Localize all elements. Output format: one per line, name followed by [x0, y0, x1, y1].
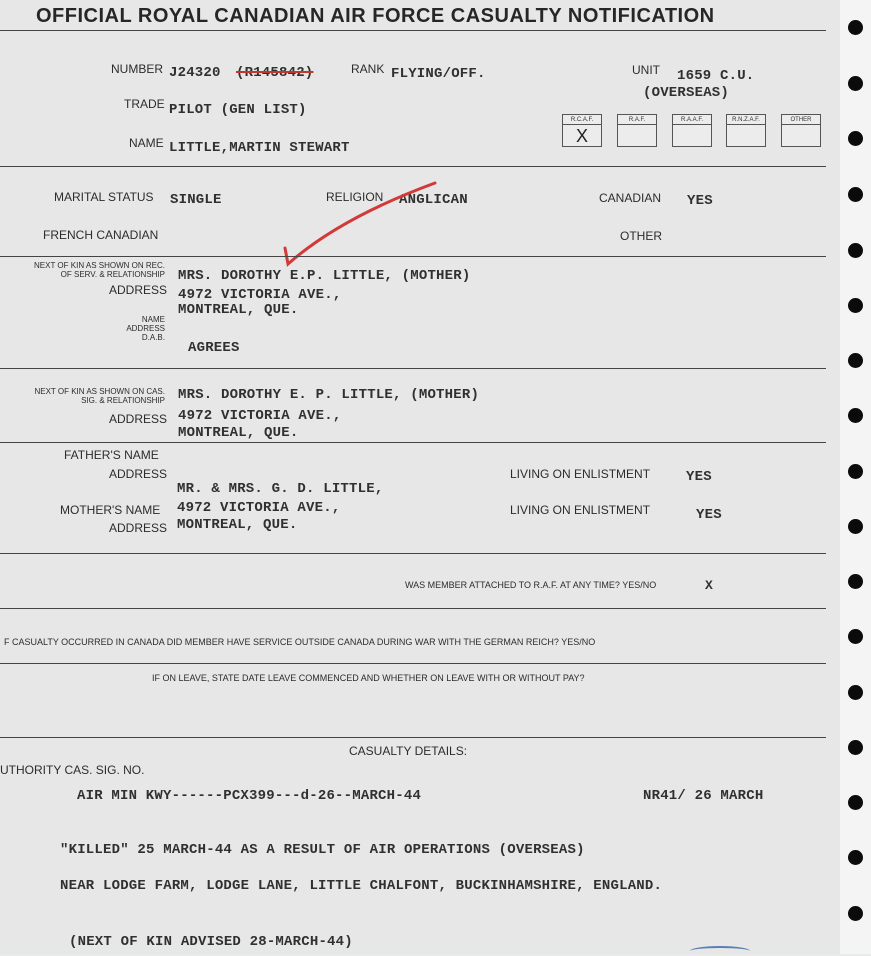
divider: [0, 368, 826, 369]
box-raf: [617, 114, 657, 147]
punch-hole-icon: [848, 298, 863, 313]
punch-hole-icon: [848, 519, 863, 534]
number-old-value: (R145842): [236, 65, 314, 81]
nok2-address2: MONTREAL, QUE.: [178, 425, 299, 441]
casualty-detail-line1: "KILLED" 25 MARCH-44 AS A RESULT OF AIR OPERATIONS (OVERSEAS): [60, 842, 585, 858]
divider: [0, 30, 826, 31]
mother-name-label: MOTHER'S NAME: [60, 503, 161, 517]
marital-value: SINGLE: [170, 192, 222, 208]
other-label: OTHER: [620, 229, 662, 243]
address-label: ADDRESS: [109, 412, 168, 426]
father-living-value: YES: [686, 469, 712, 485]
unit-value-line2: (OVERSEAS): [643, 85, 730, 101]
divider: [0, 256, 826, 257]
nok2-label: NEXT OF KIN AS SHOWN ON CAS. SIG. & RELATIONSHIP: [34, 387, 165, 405]
trade-label: TRADE: [124, 97, 165, 111]
parents-address1: 4972 VICTORIA AVE.,: [177, 500, 341, 516]
mother-living-label: LIVING ON ENLISTMENT: [510, 503, 651, 517]
punch-hole-icon: [848, 629, 863, 644]
french-canadian-label: FRENCH CANADIAN: [43, 228, 159, 242]
canadian-label: CANADIAN: [599, 191, 662, 205]
punch-hole-icon: [848, 187, 863, 202]
nok1-label: NEXT OF KIN AS SHOWN ON REC. OF SERV. & RELATIONSHIP: [34, 261, 165, 279]
punch-hole-icon: [848, 574, 863, 589]
authority-label: UTHORITY CAS. SIG. NO.: [0, 763, 145, 777]
divider: [0, 608, 826, 609]
casualty-detail-line2: NEAR LODGE FARM, LODGE LANE, LITTLE CHALFONT, BUCKINHAMSHIRE, ENGLAND.: [60, 878, 663, 894]
divider: [0, 663, 826, 664]
punch-hole-icon: [848, 131, 863, 146]
casualty-heading: CASUALTY DETAILS:: [349, 744, 468, 758]
address-label: ADDRESS: [109, 467, 168, 481]
outside-canada-question: F CASUALTY OCCURRED IN CANADA DID MEMBER HAVE SERVICE OUTSIDE CANADA DURING WAR WITH THE GERMAN REICH? YES/NO: [4, 637, 596, 647]
box-raaf-label: R.A.A.F.: [673, 116, 711, 125]
punch-hole-icon: [848, 408, 863, 423]
number-value: J24320: [169, 65, 221, 81]
nok1-value: MRS. DOROTHY E.P. LITTLE, (MOTHER): [178, 268, 471, 284]
canadian-value: YES: [687, 193, 713, 209]
name-label: NAME: [129, 136, 164, 150]
punch-hole-icon: [848, 353, 863, 368]
religion-label: RELIGION: [326, 190, 384, 204]
dab-value: AGREES: [188, 340, 240, 356]
divider: [0, 166, 826, 167]
authority-value: AIR MIN KWY------PCX399---d-26--MARCH-44: [77, 788, 422, 804]
nok2-value: MRS. DOROTHY E. P. LITTLE, (MOTHER): [178, 387, 480, 403]
box-other-label: OTHER: [782, 116, 820, 125]
father-living-label: LIVING ON ENLISTMENT: [510, 467, 651, 481]
box-rcaf: [562, 114, 602, 147]
unit-value: 1659 C.U.: [677, 68, 755, 84]
address-label: ADDRESS: [109, 521, 168, 535]
form-title: OFFICIAL ROYAL CANADIAN AIR FORCE CASUALTY NOTIFICATION: [36, 5, 715, 27]
address-label: ADDRESS: [109, 283, 168, 297]
trade-value: PILOT (GEN LIST): [169, 102, 307, 118]
rank-label: RANK: [351, 62, 385, 76]
box-rnzaf: [726, 114, 766, 147]
punch-hole-icon: [848, 850, 863, 865]
nok1-address2: MONTREAL, QUE.: [178, 302, 299, 318]
punch-hole-icon: [848, 685, 863, 700]
dab-label: NAME ADDRESS D.A.B.: [126, 315, 165, 342]
marital-label: MARITAL STATUS: [54, 190, 154, 204]
casualty-detail-line3: (NEXT OF KIN ADVISED 28-MARCH-44): [69, 934, 353, 950]
box-rcaf-label: R.C.A.F.: [563, 116, 601, 125]
father-name-label: FATHER'S NAME: [64, 448, 159, 462]
parents-value: MR. & MRS. G. D. LITTLE,: [177, 481, 384, 497]
punch-hole-icon: [848, 243, 863, 258]
punch-hole-icon: [848, 464, 863, 479]
parents-address2: MONTREAL, QUE.: [177, 517, 298, 533]
punch-hole-icon: [848, 795, 863, 810]
raf-mark: X: [705, 578, 714, 593]
punch-hole-icon: [848, 20, 863, 35]
punch-hole-icon: [848, 906, 863, 921]
check-mark-icon: [280, 178, 440, 268]
raf-question: WAS MEMBER ATTACHED TO R.A.F. AT ANY TIME? YES/NO: [405, 580, 657, 590]
punch-hole-icon: [848, 740, 863, 755]
rank-value: FLYING/OFF.: [391, 66, 486, 82]
box-rnzaf-label: R.N.Z.A.F.: [727, 116, 765, 125]
box-other: [781, 114, 821, 147]
nok2-address1: 4972 VICTORIA AVE.,: [178, 408, 342, 424]
divider: [0, 442, 826, 443]
authority-reference: NR41/ 26 MARCH: [643, 788, 764, 804]
nok1-address1: 4972 VICTORIA AVE.,: [178, 287, 342, 303]
mother-living-value: YES: [696, 507, 722, 523]
unit-label: UNIT: [632, 63, 660, 77]
number-label: NUMBER: [111, 62, 164, 76]
box-rcaf-mark: X: [575, 126, 588, 146]
leave-question: IF ON LEAVE, STATE DATE LEAVE COMMENCED AND WHETHER ON LEAVE WITH OR WITHOUT PAY?: [152, 673, 585, 683]
box-raf-label: R.A.F.: [618, 116, 656, 125]
box-raaf: [672, 114, 712, 147]
name-value: LITTLE,MARTIN STEWART: [169, 140, 350, 156]
divider: [0, 737, 826, 738]
stamp-mark: [690, 946, 750, 956]
divider: [0, 553, 826, 554]
punch-hole-icon: [848, 76, 863, 91]
religion-value: ANGLICAN: [399, 192, 468, 208]
